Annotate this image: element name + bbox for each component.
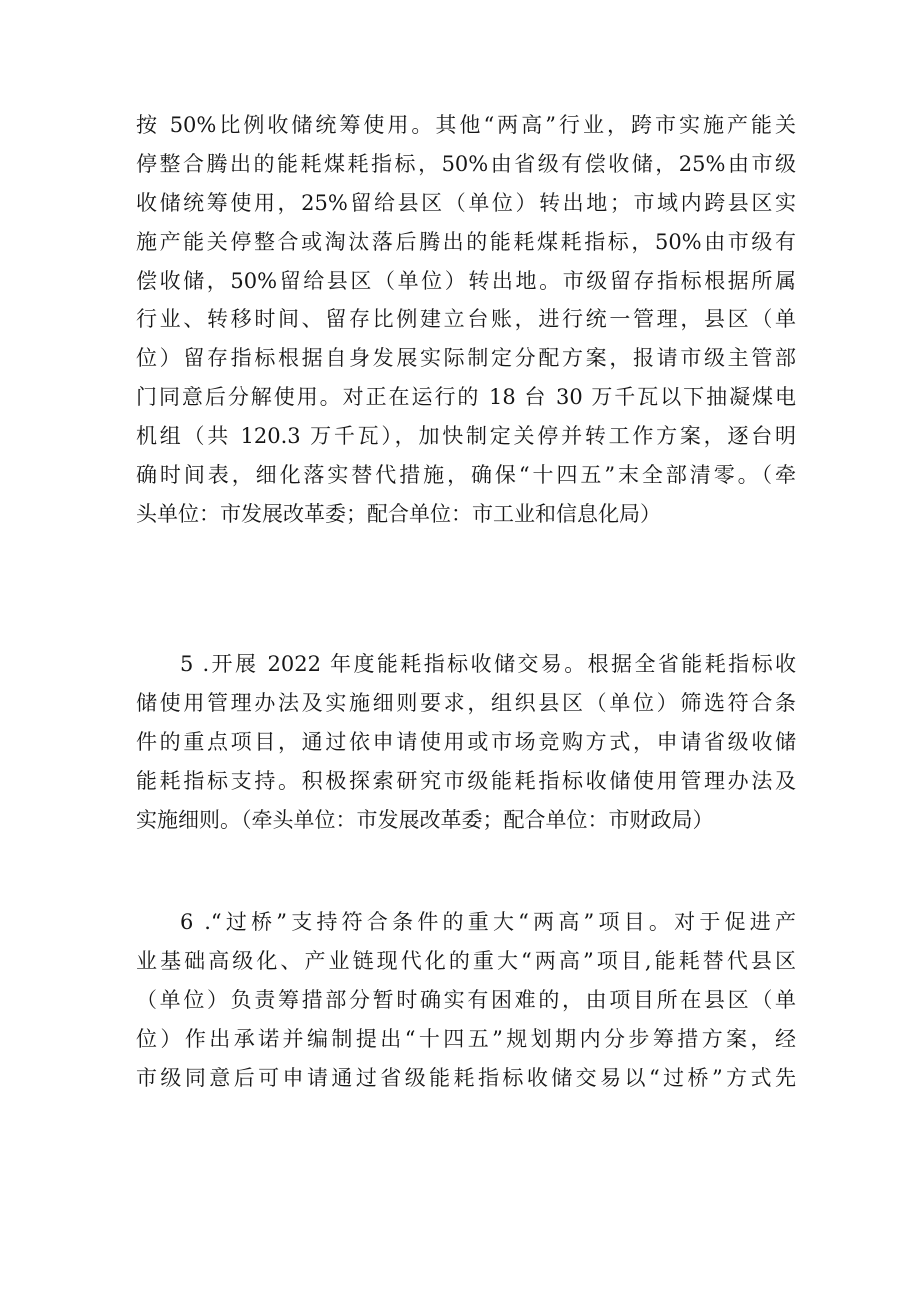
paragraph-line: 按 50%比例收储统筹使用。其他“两高”行业，跨市实施产能关 — [136, 113, 796, 137]
paragraph-line: 能耗指标支持。积极探索研究市级能耗指标收储使用管理办法及 — [136, 768, 796, 793]
paragraph-line: 市级同意后可申请通过省级能耗指标收储交易以“过桥”方式先 — [136, 1065, 796, 1090]
paragraph-line: 储使用管理办法及实施细则要求，组织县区（单位）筛选符合条 — [136, 690, 796, 715]
paragraph-line: 6 .“过桥”支持符合条件的重大“两高”项目。对于促进产 — [180, 910, 796, 934]
paragraph-line: 确时间表，细化落实替代措施，确保“十四五”末全部清零。（牵 — [136, 463, 796, 488]
paragraph-line: 机组（共 120.3 万千瓦），加快制定关停并转工作方案，逐台明 — [136, 424, 796, 449]
paragraph-line: 业基础高级化、产业链现代化的重大“两高”项目,能耗替代县区 — [136, 948, 796, 973]
paragraph-2 — [136, 645, 796, 839]
paragraph-1 — [136, 106, 796, 534]
paragraph-line: 偿收储，50%留给县区（单位）转出地。市级留存指标根据所属 — [136, 268, 796, 293]
paragraph-3 — [136, 903, 796, 1097]
paragraph-line: 位）作出承诺并编制提出“十四五”规划期内分步筹措方案，经 — [136, 1026, 796, 1051]
paragraph-line: 行业、转移时间、留存比例建立台账，进行统一管理，县区（单 — [136, 307, 796, 332]
paragraph-line: 门同意后分解使用。对正在运行的 18 台 30 万千瓦以下抽凝煤电 — [136, 385, 796, 410]
paragraph-line: 收储统筹使用，25%留给县区（单位）转出地；市域内跨县区实 — [136, 190, 796, 215]
paragraph-line: 停整合腾出的能耗煤耗指标，50%由省级有偿收储，25%由市级 — [136, 151, 796, 176]
paragraph-line: 实施细则。（牵头单位：市发展改革委；配合单位：市财政局） — [136, 807, 714, 832]
paragraph-line: 位）留存指标根据自身发展实际制定分配方案，报请市级主管部 — [136, 346, 796, 371]
paragraph-line: 头单位：市发展改革委；配合单位：市工业和信息化局） — [136, 501, 661, 526]
paragraph-line: 件的重点项目，通过依申请使用或市场竞购方式，申请省级收储 — [136, 729, 796, 754]
paragraph-line: （单位）负责筹措部分暂时确实有困难的，由项目所在县区（单 — [136, 987, 796, 1012]
paragraph-line: 5 .开展 2022 年度能耗指标收储交易。根据全省能耗指标收 — [180, 652, 796, 676]
paragraph-line: 施产能关停整合或淘汰落后腾出的能耗煤耗指标，50%由市级有 — [136, 229, 796, 254]
